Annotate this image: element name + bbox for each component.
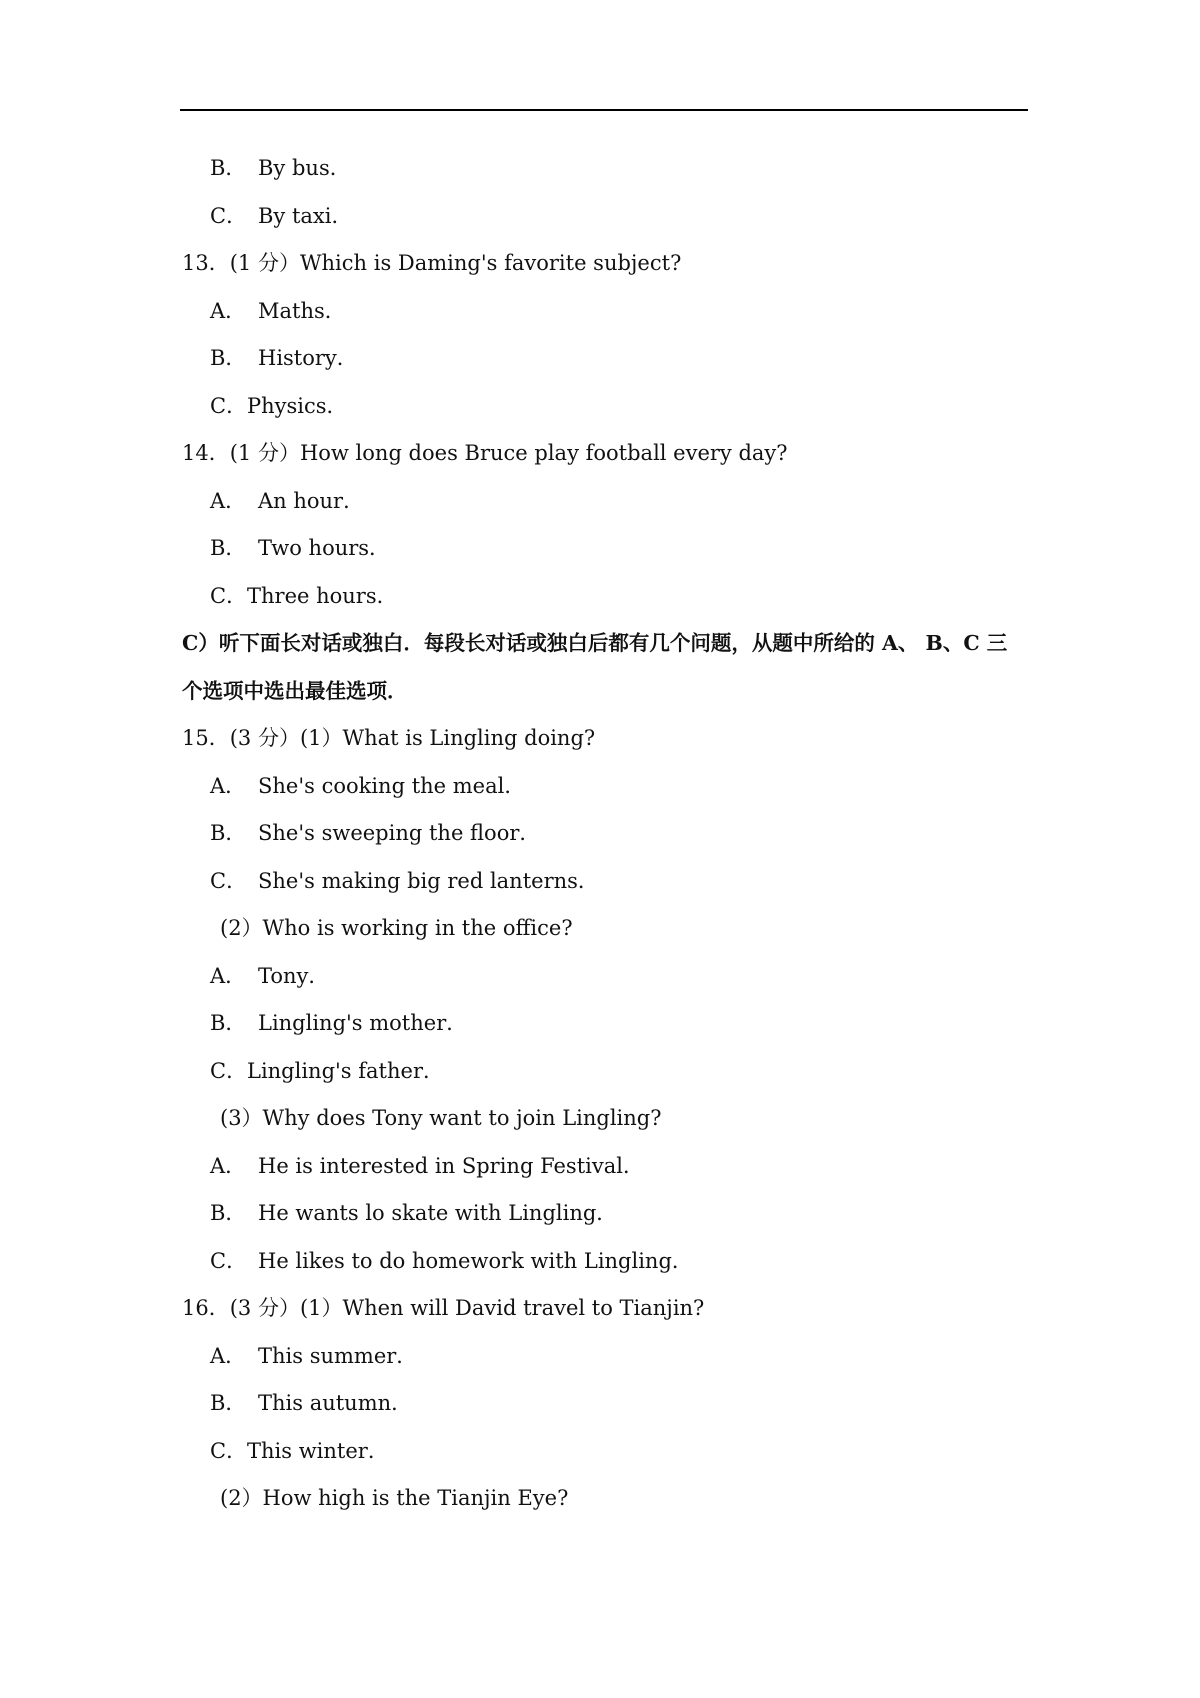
question-stem: 14．(1 分）How long does Bruce play football every day? [182,441,788,465]
option-letter: B． [210,1391,247,1415]
option-text: He is interested in Spring Festival． [258,1153,644,1178]
option-letter: B． [210,821,247,845]
option-text: History． [258,346,358,370]
answer-option [182,525,1028,573]
option-letter: B． [210,1201,247,1225]
option-text: She's making big red lanterns． [258,868,599,893]
option-text: Lingling's father． [247,1058,444,1083]
answer-option [182,145,1028,193]
option-text: Three hours． [247,583,398,608]
header-rule [180,109,1028,111]
answer-option [182,573,1028,621]
option-text: An hour． [258,488,365,513]
answer-option [182,1238,1028,1286]
option-text: This summer． [258,1343,418,1368]
option-letter: B． [210,536,247,560]
question-list [182,145,1028,1523]
option-text: Two hours． [258,536,391,560]
answer-option [182,335,1028,383]
option-letter: B． [210,1011,247,1035]
answer-option [182,288,1028,336]
answer-option [182,763,1028,811]
sub-question: (3）Why does Tony want to join Lingling? [220,1106,662,1130]
answer-option [182,383,1028,431]
option-letter: C． [210,1058,248,1083]
option-text: Maths． [258,298,346,323]
option-letter: A． [210,1153,247,1178]
answer-option [182,1190,1028,1238]
option-letter: C． [210,583,248,608]
question-stem: 16．(3 分）(1）When will David travel to Tianjin? [182,1296,705,1320]
answer-option [182,810,1028,858]
option-letter: C． [210,1248,248,1273]
option-text: She's cooking the meal． [258,773,526,798]
option-letter: A． [210,773,247,798]
option-letter: B． [210,156,247,180]
option-text: By bus． [258,156,351,180]
question-stem: 13．(1 分）Which is Daming's favorite subject? [182,251,682,275]
answer-option [182,478,1028,526]
answer-option [182,1143,1028,1191]
option-letter: C． [210,868,248,893]
option-letter: A． [210,488,247,513]
option-letter: A． [210,963,247,988]
option-text: This winter． [247,1438,389,1463]
option-text: Tony． [258,963,330,988]
option-text: By taxi． [258,203,353,228]
sub-question: (2）How high is the Tianjin Eye? [220,1486,569,1510]
option-letter: C． [210,1438,248,1463]
section-instruction: 个选项中选出最佳选项． [182,678,408,703]
answer-option [182,953,1028,1001]
option-text: Physics． [247,393,348,418]
section-instruction: C）听下面长对话或独白．每段长对话或独白后都有几个问题，从题中所给的 A、 B、C 三 [182,631,1008,655]
option-text: She's sweeping the floor． [258,821,541,845]
answer-option [182,858,1028,906]
answer-option [182,1380,1028,1428]
answer-option [182,1333,1028,1381]
answer-option [182,1048,1028,1096]
option-text: He likes to do homework with Lingling． [258,1248,693,1273]
option-text: He wants lo skate with Lingling． [258,1201,618,1225]
option-letter: B． [210,346,247,370]
answer-option [182,1000,1028,1048]
option-text: This autumn． [258,1391,413,1415]
sub-question: (2）Who is working in the office? [220,916,573,940]
question-stem: 15．(3 分）(1）What is Lingling doing? [182,726,596,750]
option-text: Lingling's mother． [258,1011,468,1035]
option-letter: C． [210,393,248,418]
answer-option [182,1428,1028,1476]
answer-option [182,193,1028,241]
option-letter: A． [210,1343,247,1368]
option-letter: C． [210,203,248,228]
option-letter: A． [210,298,247,323]
